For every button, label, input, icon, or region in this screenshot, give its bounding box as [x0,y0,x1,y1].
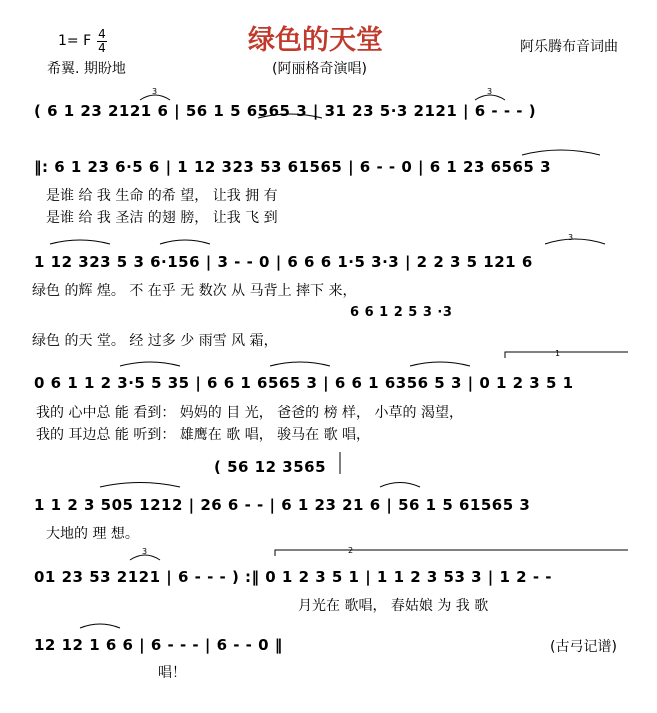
second-ending-bracket [275,550,628,556]
slur [410,362,470,366]
slur [80,624,120,628]
performer-credit: (阿丽格奇演唱) [272,61,367,77]
score-line-7-notes: 12 12 1 6 6 | 6 - - - | 6 - - 0 ‖ [34,636,283,654]
slur [380,483,420,488]
score-line-4-notes: 0 6 1 1 2 3·5 5 35 | 6 6 1 6565 3 | 6 6 1 6356 5 3 | 0 1 2 3 5 1 [34,374,574,392]
transcriber-note: (古弓记谱) [550,639,617,655]
score-line-7-lyric: 唱！ [158,665,186,681]
score-line-6-lyric: 月光在 歌唱， 春姑娘 为 我 歌 [298,598,489,614]
score-line-4-lyric-verse-2: 我的 耳边总 能 听到： 雄鹰在 歌 唱， 骏马在 歌 唱， [36,427,371,443]
slur [270,362,330,366]
key-signature: 1= F [58,33,92,49]
triplet-slur [545,239,605,244]
song-title: 绿色的天堂 [248,25,383,56]
slur [258,114,322,118]
score-line-2-lyric-verse-2: 是谁 给 我 圣洁 的翅 膀， 让我 飞 到 [46,210,278,226]
score-line-4-lyric-verse-1: 我的 心中总 能 看到： 妈妈的 目 光， 爸爸的 榜 样， 小草的 渴望， [36,405,463,421]
score-line-5-notes: 1 1 2 3 505 1212 | 26 6 - - | 6 1 23 21 6 | 56 1 5 61565 3 [34,496,531,514]
slur [160,240,210,244]
time-signature-top: 4 [98,27,106,41]
triplet-3-label: 3 [568,233,574,242]
score-line-3-notes: 1 12 323 5 3 6·156 | 3 - - 0 | 6 6 6 1·5 3·3 | 2 2 3 5 121 6 [34,253,533,271]
ending-2-label: 2 [348,546,354,555]
score-line-3-lyric-verse-1: 绿色 的辉 煌。 不 在乎 无 数次 从 马背上 摔下 来， [32,283,357,299]
score-line-2-lyric-verse-1: 是谁 给 我 生命 的希 望， 让我 拥 有 [46,188,278,204]
score-line-3-alt-notes: 6 6 1 2 5 3 ·3 [350,305,453,320]
score-line-6-notes: 01 23 53 2121 | 6 - - - ) :‖ 0 1 2 3 5 1 | 1 1 2 3 53 3 | 1 2 - - [34,568,553,586]
slur [522,150,600,155]
triplet-3-label: 3 [487,87,493,96]
score-line-2-notes: ‖: 6 1 23 6·5 6 | 1 12 323 53 61565 | 6 - - 0 | 6 1 23 6565 3 [34,158,552,176]
score-line-1-notes: ( 6 1 23 2121 6 | 56 1 5 6565 3 | 31 23 5·3 2121 | 6 - - - ) [34,102,537,120]
ending-1-label: 1 [555,349,561,358]
composer-credit: 阿乐腾布音词曲 [520,39,618,55]
slur [100,483,180,488]
score-line-5-pre-notes: ( 56 12 3565 [214,458,327,476]
triplet-3-label: 3 [152,87,158,96]
slur [120,362,180,366]
score-line-3-lyric-verse-2: 绿色 的天 堂。 经 过多 少 雨雪 风 霜， [32,333,278,349]
triplet-3-label: 3 [142,547,148,556]
slur [50,240,110,244]
first-ending-bracket [505,352,628,358]
score-line-5-lyric: 大地的 理 想。 [46,526,139,542]
time-signature-bottom: 4 [98,41,106,55]
expression-marking: 希翼. 期盼地 [47,61,126,77]
